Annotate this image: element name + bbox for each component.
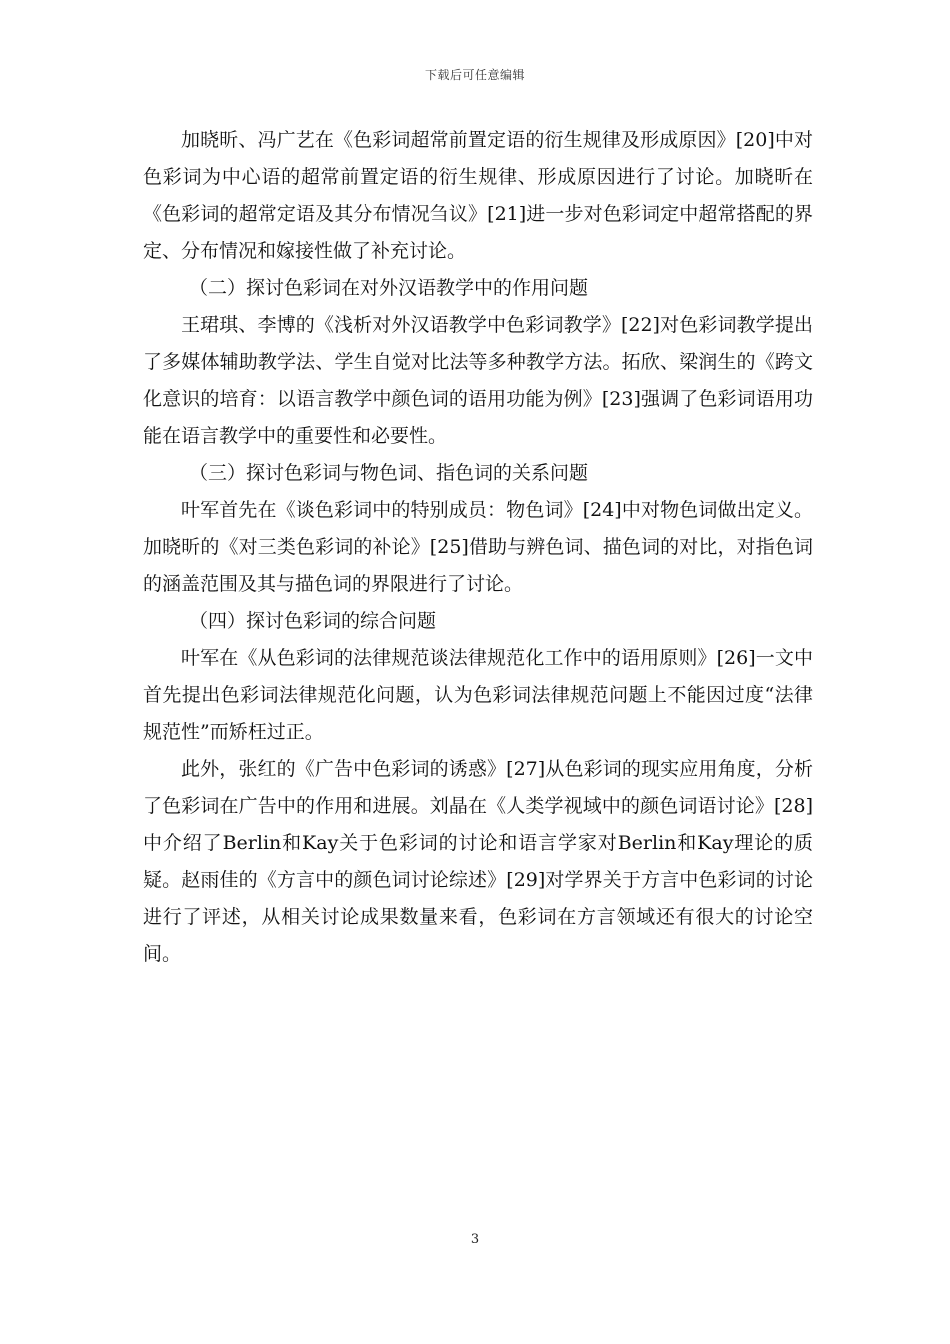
section-heading: （二）探讨色彩词在对外汉语教学中的作用问题 [189,277,589,299]
section-heading: （三）探讨色彩词与物色词、指色词的关系问题 [189,462,589,484]
paragraph: 王珺琪、李博的《浅析对外汉语教学中色彩词教学》[22]对色彩词教学提出了多媒体辅助教学法、学生自觉对比法等多种教学方法。拓欣、梁润生的《跨文化意识的培育：以语言教学中颜色词的语用功能为例》[23]强调了色彩词语用功能在语言教学中的重要性和必要性。 [143,314,813,447]
paragraph: 叶军在《从色彩词的法律规范谈法律规范化工作中的语用原则》[26]一文中首先提出色彩词法律规范化问题，认为色彩词法律规范问题上不能因过度“法律规范性”而矫枉过正。 [143,647,813,743]
paragraph: 加晓昕、冯广艺在《色彩词超常前置定语的衍生规律及形成原因》[20]中对色彩词为中心语的超常前置定语的衍生规律、形成原因进行了讨论。加晓昕在《色彩词的超常定语及其分布情况刍议》[21]进一步对色彩词定中超常搭配的界定、分布情况和嫁接性做了补充讨论。 [143,129,813,262]
document-body [143,122,813,973]
section-heading: （四）探讨色彩词的综合问题 [189,610,437,632]
page-header: 下载后可任意编辑 [424,68,525,82]
paragraph: 叶军首先在《谈色彩词中的特别成员：物色词》[24]中对物色词做出定义。加晓昕的《对三类色彩词的补论》[25]借助与辨色词、描色词的对比，对指色词的涵盖范围及其与描色词的界限进行了讨论。 [143,499,813,595]
paragraph: 此外，张红的《广告中色彩词的诱惑》[27]从色彩词的现实应用角度，分析了色彩词在广告中的作用和进展。刘晶在《人类学视域中的颜色词语讨论》[28]中介绍了Berlin和Kay关于色彩词的讨论和语言学家对Berlin和Kay理论的质疑。赵雨佳的《方言中的颜色词讨论综述》[29]对学界关于方言中色彩词的讨论进行了评述，从相关讨论成果数量来看，色彩词在方言领域还有很大的讨论空间。 [143,758,813,965]
page-number: 3 [470,1232,480,1247]
